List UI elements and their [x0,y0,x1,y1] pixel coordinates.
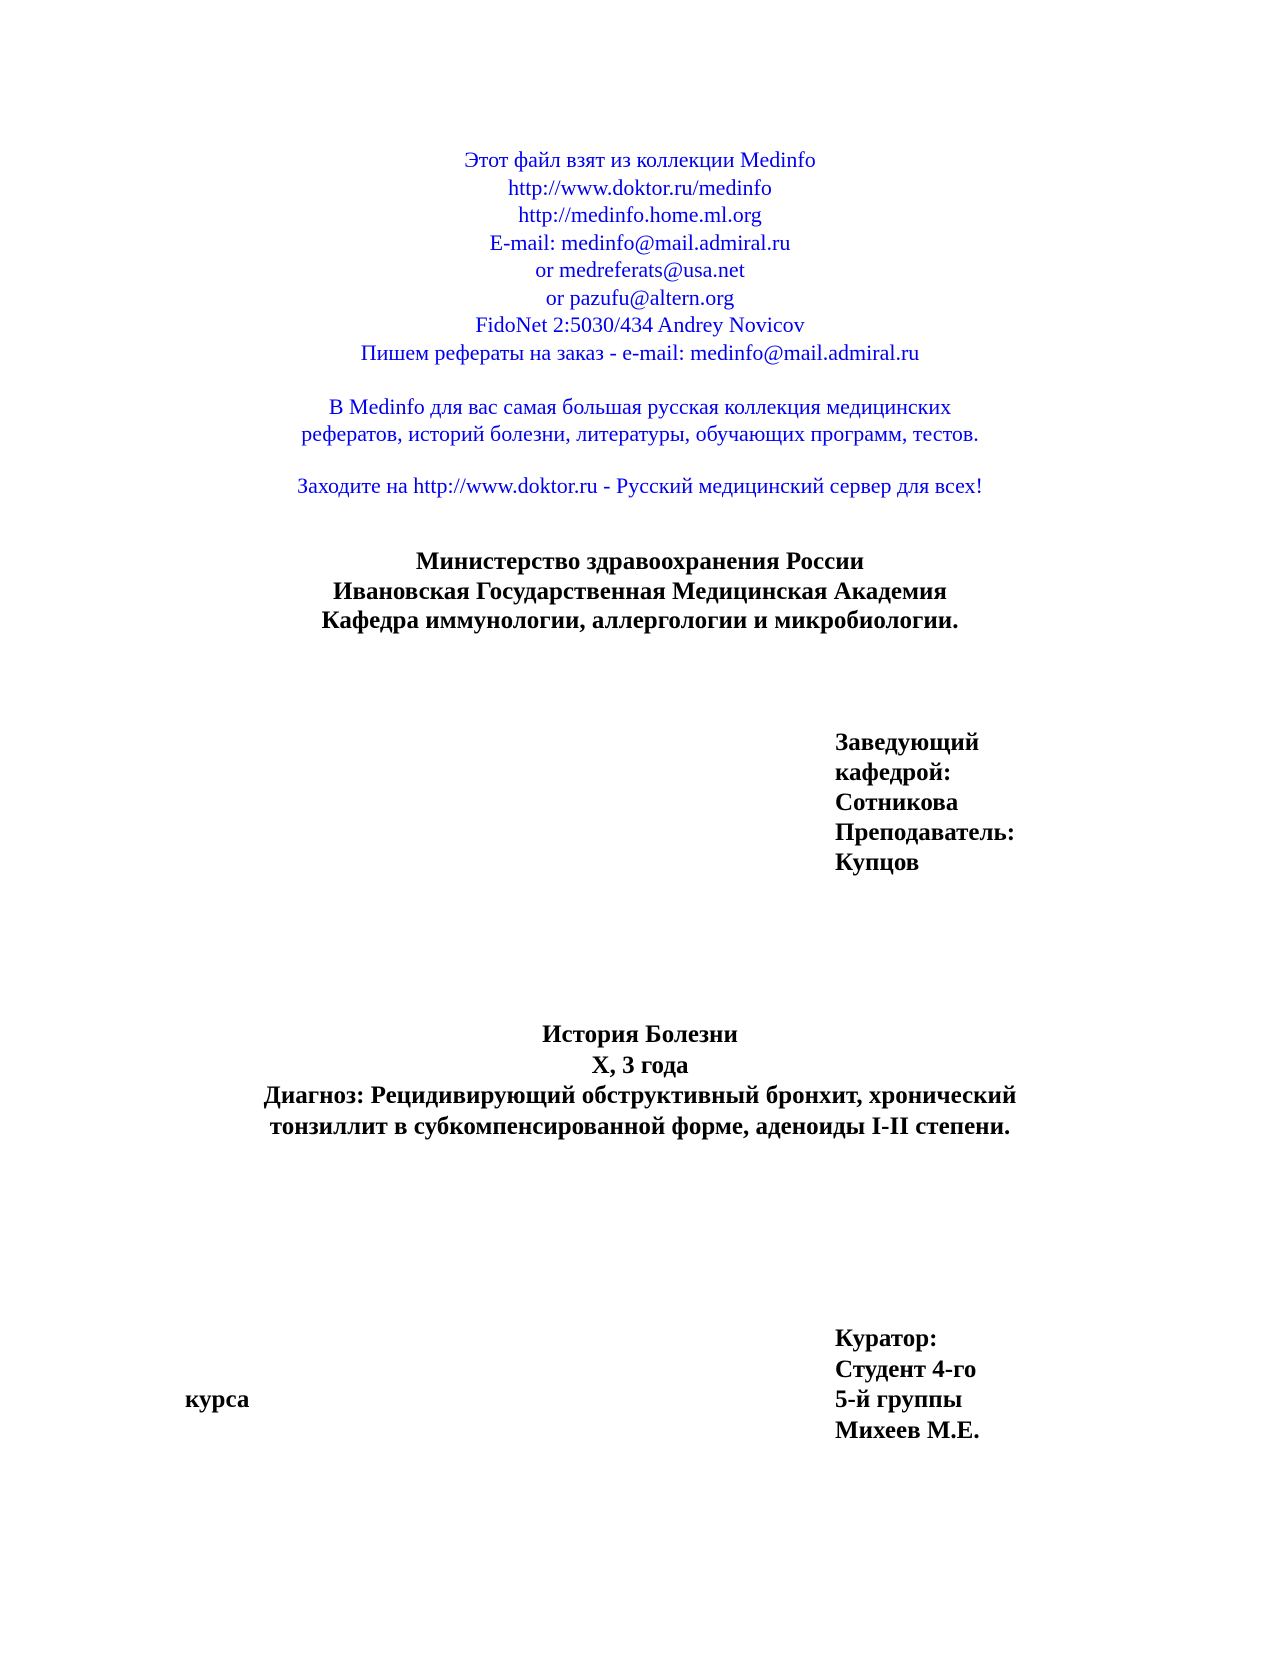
curator-group: 5-й группы [835,1386,963,1413]
visit-doktor-line [0,472,1280,500]
curator-student: Студент 4-го [835,1355,977,1383]
curator-label: Куратор: [835,1325,938,1352]
academy-name: Ивановская Государственная Медицинская Академия [333,577,947,605]
collection-header [0,146,1280,366]
diagnosis-line-1: Диагноз: Рецидивирующий обструктивный бронхит, хронический [263,1082,1017,1109]
doktor-medinfo-url[interactable]: http://www.doktor.ru/medinfo [508,174,772,200]
medinfo-promo [0,393,1280,447]
fidonet-line: FidoNet 2:5030/434 Andrey Novicov [475,312,805,337]
staff-block [835,728,1015,878]
case-title-block [0,1020,1280,1142]
head-name: Сотникова [835,789,959,816]
collection-notice: Этот файл взят из коллекции Medinfo [464,147,816,172]
course-word: курса [185,1386,250,1413]
medinfo-home-url[interactable]: http://medinfo.home.ml.org [518,202,762,227]
head-label-2: кафедрой: [835,759,952,786]
promo-line-1: В Medinfo для вас самая большая русская коллекция медицинских [328,394,952,419]
alt-email-line-2[interactable]: or pazufu@altern.org [545,284,735,310]
patient-info: Х, 3 года [591,1051,689,1079]
teacher-label: Преподаватель: [835,819,1016,846]
alt-email-line-1[interactable]: or medreferats@usa.net [535,257,745,282]
order-essays-line[interactable]: Пишем рефераты на заказ - e-mail: medinfo@mail.admiral.ru [360,339,920,365]
curator-block [835,1324,980,1446]
ministry-name: Министерство здравоохранения России [415,548,865,575]
document-title: История Болезни [542,1021,738,1048]
diagnosis-line-2: тонзиллит в субкомпенсированной форме, аденоиды I-II степени. [269,1112,1011,1140]
department-name: Кафедра иммунологии, аллергологии и микробиологии. [321,607,959,634]
head-label-1: Заведующий [835,729,980,756]
curator-name: Михеев М.Е. [835,1416,980,1444]
email-line[interactable]: E-mail: medinfo@mail.admiral.ru [489,229,791,255]
teacher-name: Купцов [835,849,920,876]
visit-text[interactable]: Заходите на http://www.doktor.ru - Русский медицинский сервер для всех! [297,473,983,498]
promo-line-2: рефератов, историй болезни, литературы, обучающих программ, тестов. [301,421,979,446]
institution-header [0,547,1280,636]
